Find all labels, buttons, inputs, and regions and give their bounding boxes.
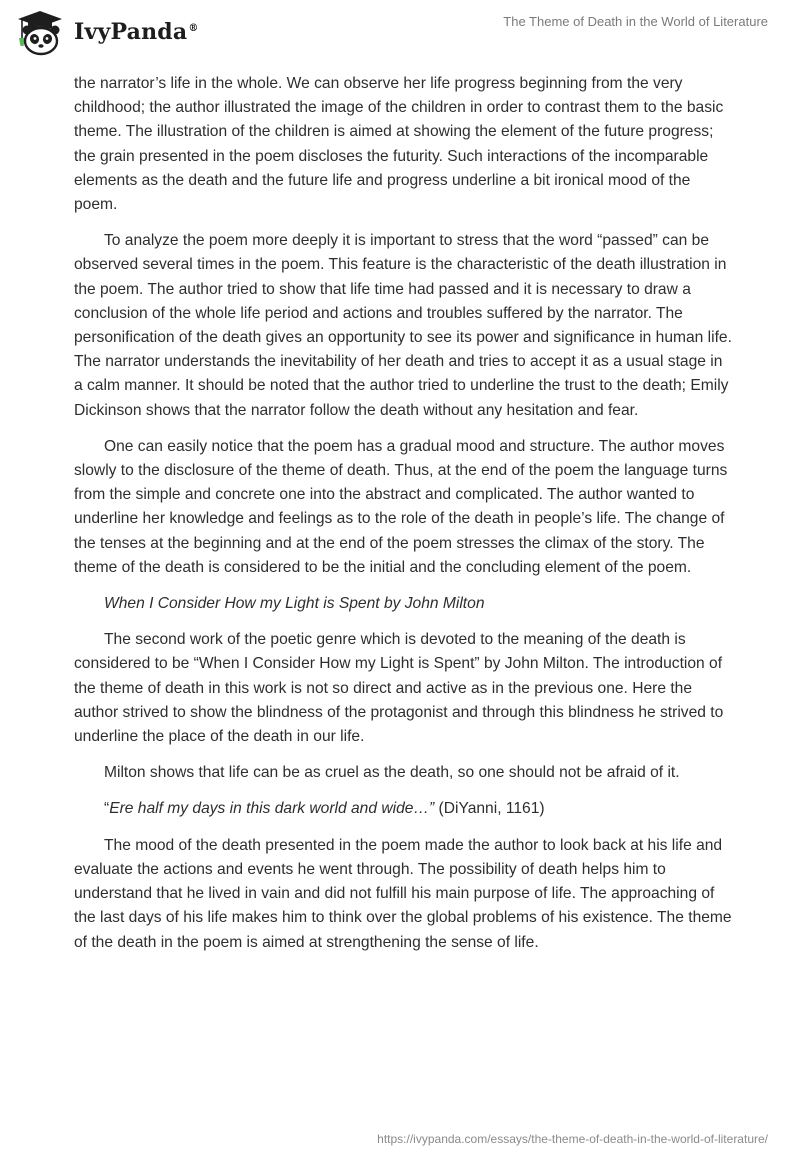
document-title: The Theme of Death in the World of Literature [503,14,768,29]
essay-body [74,72,734,967]
source-url[interactable]: https://ivypanda.com/essays/the-theme-of-death-in-the-world-of-literature/ [377,1132,768,1146]
quote-open-mark: “ [104,800,110,818]
paragraph: Milton shows that life can be as cruel as the death, so one should not be afraid of it. [104,764,680,782]
paragraph: One can easily notice that the poem has a gradual mood and structure. The author moves slowly to the disclosure of the theme of death. Thus, at the end of the poem the language turns from the simple and concrete one into the abstract and complicated. The author wanted to underline her knowledge and feelings as to the role of the death in people’s life. The change of the tenses at the beginning and at the end of the poem stresses the climax of the story. The theme of the death is considered to be the initial and the concluding element of the poem. [74,437,728,576]
page-header [0,0,800,70]
quotation [74,797,734,821]
brand-logo[interactable] [14,8,199,56]
quote-text: Ere half my days in this dark world and wide…” [109,800,435,818]
section-heading: When I Consider How my Light is Spent by John Milton [104,595,485,613]
quote-citation: (DiYanni, 1161) [434,800,545,818]
brand-name: IvyPanda® [74,19,199,45]
panda-graduation-cap-icon [14,8,66,56]
paragraph: The mood of the death presented in the poem made the author to look back at his life and evaluate the actions and events he went through. The possibility of death helps him to understand that he lived in vain and did not fulfill his main purpose of life. The approaching of the last days of his life makes him to think over the global problems of his existence. The theme of the death in the poem is aimed at strengthening the sense of life. [74,836,732,951]
paragraph: the narrator’s life in the whole. We can observe her life progress beginning from the very childhood; the author illustrated the image of the children in order to contrast them to the basic theme. The illustration of the children is aimed at showing the element of the future progress; the grain presented in the poem discloses the futurity. Such interactions of the incomparable elements as the death and the future life and progress underline a bit ironical mood of the poem. [74,75,724,214]
paragraph: The second work of the poetic genre which is devoted to the meaning of the death is considered to be “When I Consider How my Light is Spent” by John Milton. The introduction of the theme of death in this work is not so direct and active as in the previous one. Here the author strived to show the blindness of the protagonist and through this blindness he strived to underline the place of the death in our life. [74,631,724,746]
paragraph: To analyze the poem more deeply it is important to stress that the word “passed” can be observed several times in the poem. This feature is the characteristic of the death illustration in the poem. The author tried to show that life time had passed and it is necessary to draw a conclusion of the whole life period and actions and troubles suffered by the narrator. The personification of the death gives an opportunity to see its power and significance in human life. The narrator understands the inevitability of her death and tries to accept it as a usual stage in a calm manner. It should be noted that the author tried to underline the trust to the death; Emily Dickinson shows that the narrator follow the death without any hesitation and fear. [74,232,732,419]
registered-mark: ® [188,22,199,34]
